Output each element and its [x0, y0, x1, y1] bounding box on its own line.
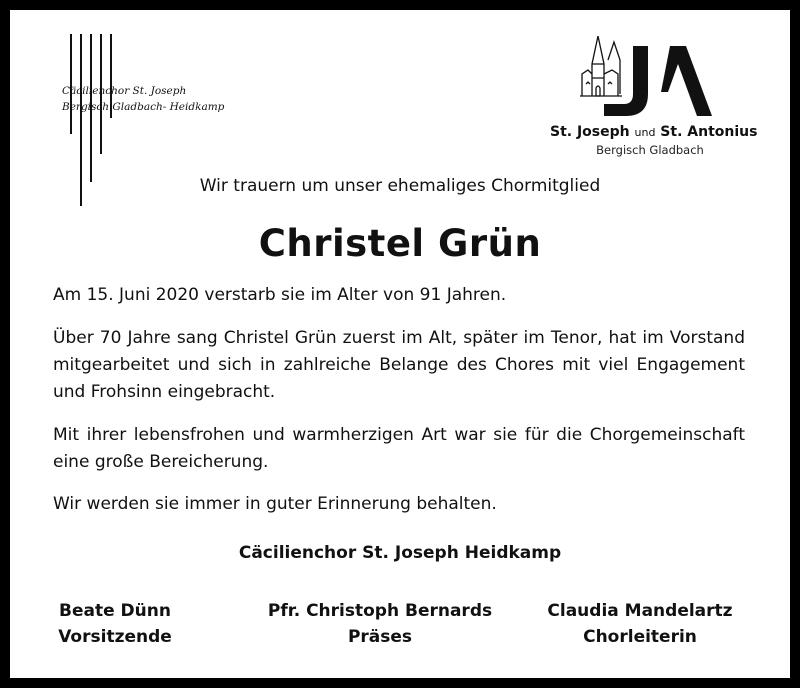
parish-city: Bergisch Gladbach [596, 143, 704, 157]
paragraph: Mit ihrer lebensfrohen und warmherzigen Art war sie für die Chorgemeinschaft eine große Bereicherung. [53, 425, 745, 472]
signer-name: Pfr. Christoph Bernards [267, 601, 493, 621]
intro-line: Wir trauern um unser ehemaliges Chormitglied [199, 176, 601, 196]
signer-name: Beate Dünn [59, 601, 171, 621]
signer [245, 598, 515, 650]
signer-role: Präses [347, 627, 413, 647]
choir-logo-text [62, 83, 224, 115]
signer [530, 598, 750, 650]
parish-logo-graphic [578, 34, 728, 120]
letter-a [661, 46, 712, 116]
signer [40, 598, 190, 650]
church-icon [580, 36, 622, 96]
signer-role: Vorsitzende [58, 627, 172, 647]
parish-name: St. Joseph und St. Antonius [550, 124, 758, 140]
deceased-name: Christel Grün [258, 222, 542, 265]
paragraph: Am 15. Juni 2020 verstarb sie im Alter von 91 Jahren. [53, 285, 507, 305]
choir-logo-line1: Cäcilienchor St. Joseph [62, 85, 187, 97]
signer-name: Claudia Mandelartz [547, 601, 733, 621]
choir-logo-line2: Bergisch Gladbach- Heidkamp [62, 101, 225, 113]
paragraph: Über 70 Jahre sang Christel Grün zuerst im Alt, später im Tenor, hat im Vorstand mitgearbeitet und sich in zahlreiche Belange des Chores mit viel Engagement und Frohsinn eingebracht. [53, 328, 745, 402]
paragraph: Wir werden sie immer in guter Erinnerung behalten. [53, 494, 497, 514]
letter-j [604, 46, 648, 116]
obituary-card [10, 10, 790, 678]
signer-role: Chorleiterin [583, 627, 697, 647]
choir-signature: Cäcilienchor St. Joseph Heidkamp [238, 543, 562, 563]
